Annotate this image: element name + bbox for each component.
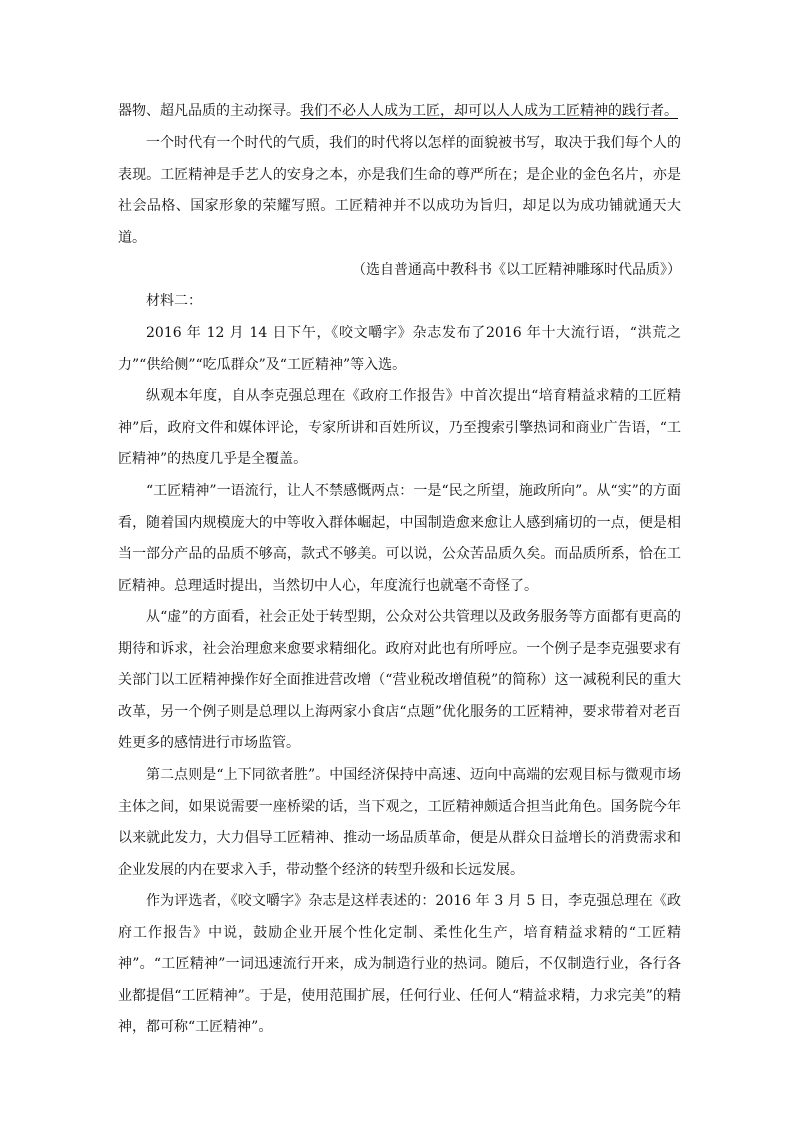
paragraph-year-review: 纵观本年度，自从李克强总理在《政府工作报告》中首次提出“培育精益求精的工匠精神”后，政府文件和媒体评论，专家所讲和百姓所议，乃至搜索引擎热词和商业广告语，“工匠精神”的热度几乎是全覆盖。 (118, 388, 681, 467)
paragraph-second-point: 第二点则是“上下同欲者胜”。中国经济保持中高速、迈向中高端的宏观目标与微观市场主体之间，如果说需要一座桥梁的话，当下观之，工匠精神颇适合担当此角色。国务院今年以来就此发力，大力倡导工匠精神、推动一场品质革命，便是从群众日益增长的消费需求和企业发展的内在要求入手，带动整个经济的转型升级和长远发展。 (118, 767, 681, 878)
material-two-label: 材料二： (146, 293, 202, 309)
paragraph-top-line (118, 96, 681, 128)
top-line-text: 器物、超凡品质的主动探寻。 (118, 103, 300, 119)
source-citation: （选自普通高中教科书《以工匠精神雕琢时代品质》） (352, 262, 681, 278)
underlined-sentence: 我们不必人人成为工匠，却可以人人成为工匠精神的践行者。 (300, 103, 678, 119)
paragraph-2016-release: 2016 年 12 月 14 日下午，《咬文嚼字》杂志发布了2016 年十大流行语，“洪荒之力”“供给侧”“吃瓜群众”及“工匠精神”等入选。 (118, 325, 681, 373)
paragraph-two-points: “工匠精神”一语流行，让人不禁感慨两点：一是“民之所望，施政所向”。从“实”的方面看，随着国内规模庞大的中等收入群体崛起，中国制造愈来愈让人感到痛切的一点，便是相当一部分产品的品质不够高，款式不够美。可以说，公众苦品质久矣。而品质所系，恰在工匠精神。总理适时提出，当然切中人心，年度流行也就毫不奇怪了。 (118, 483, 681, 594)
paragraph-virtual-aspect: 从“虚”的方面看，社会正处于转型期，公众对公共管理以及政务服务等方面都有更高的期待和诉求，社会治理愈来愈要求精细化。政府对此也有所呼应。一个例子是李克强要求有关部门以工匠精神操作好全面推进营改增（“营业税改增值税”的简称）这一减税利民的重大改革，另一个例子则是总理以上海两家小食店“点题”优化服务的工匠精神，要求带着对老百姓更多的感情进行市场监管。 (118, 609, 681, 751)
paragraph-era: 一个时代有一个时代的气质，我们的时代将以怎样的面貌被书写，取决于我们每个人的表现。工匠精神是手艺人的安身之本，亦是我们生命的尊严所在；是企业的金色名片，亦是社会品格、国家形象的荣耀写照。工匠精神并不以成功为旨归，却足以为成功铺就通天大道。 (118, 135, 681, 246)
paragraph-selector-statement: 作为评选者，《咬文嚼字》杂志是这样表述的：2016 年 3 月 5 日，李克强总理在《政府工作报告》中说，鼓励企业开展个性化定制、柔性化生产，培育精益求精的“工匠精神”。“工匠精神”一词迅速流行开来，成为制造行业的热词。随后，不仅制造行业，各行各业都提倡“工匠精神”。于是，使用范围扩展，任何行业、任何人“精益求精，力求完美”的精神，都可称“工匠精神”。 (118, 893, 681, 1035)
